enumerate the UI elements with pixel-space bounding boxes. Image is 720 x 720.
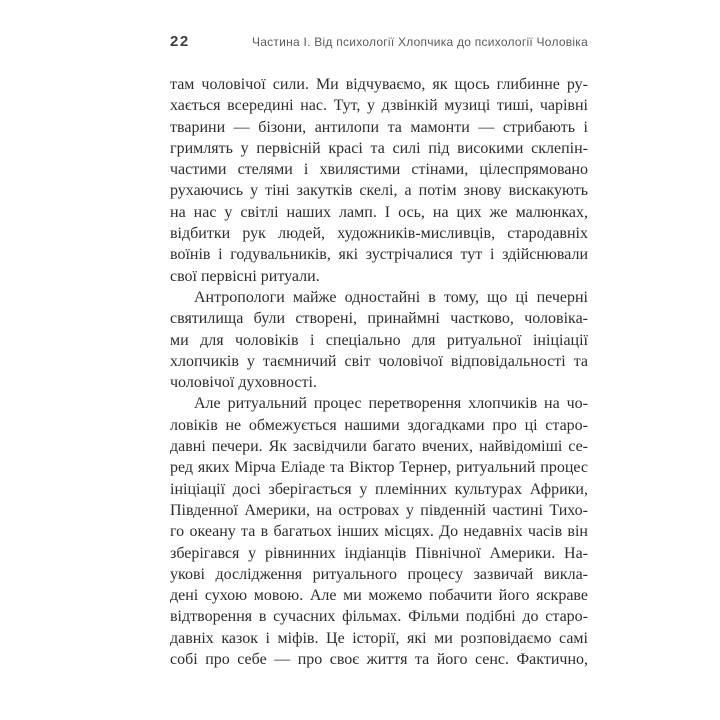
text-line: святилища були створені, принаймні частково, чоловіка- bbox=[170, 310, 588, 328]
text-line: хається всередині нас. Тут, у дзвінкій музиці тиші, чарівні bbox=[170, 97, 588, 115]
page-body bbox=[170, 74, 588, 670]
text-line: воїнів і годувальників, які зустрічалися тут і здійснювали bbox=[170, 246, 588, 264]
text-line: свої первісні ритуали. bbox=[170, 267, 320, 285]
text-line: відтворення в сучасних фільмах. Фільми подібні до старо- bbox=[170, 608, 588, 626]
text-line: частими стелями і хвилястими стінами, цілеспрямовано bbox=[170, 161, 588, 179]
text-line: зберігався у рівнинних індіанців Північної Америки. На- bbox=[170, 544, 588, 562]
text-line: укові дослідження ритуального процесу зазвичай викла- bbox=[170, 565, 588, 583]
text-line: гримлять у первісній красі та силі під високими склепін- bbox=[170, 139, 588, 157]
text-line: рухаючись у тіні закутків скелі, а потім знову вискакують bbox=[170, 182, 588, 200]
text-line: відбитки рук людей, художників-мисливців, стародавніх bbox=[170, 225, 588, 243]
text-line: ініціації досі зберігається у племінних культурах Африки, bbox=[170, 480, 588, 498]
text-line: ред яких Мірча Еліаде та Віктор Тернер, ритуальний процес bbox=[170, 459, 588, 477]
chapter-title: Частина І. Від психології Хлопчика до психології Чоловіка bbox=[251, 35, 588, 49]
text-line: ми для чоловіків і спеціально для ритуальної ініціації bbox=[170, 331, 588, 349]
text-line: Але ритуальний процес перетворення хлопчиків на чо- bbox=[194, 395, 588, 413]
text-line: на нас у світлі наших ламп. І ось, на цих же малюнках, bbox=[170, 203, 588, 221]
page-number: 22 bbox=[170, 33, 190, 50]
text-line: Антропологи майже одностайні в тому, що ці печерні bbox=[194, 288, 588, 306]
text-line: тварини — бізони, антилопи та мамонти — стрибають і bbox=[170, 118, 588, 136]
text-line: хлопчиків у таємничий світ чоловічої відповідальності та bbox=[170, 352, 588, 370]
text-line: давніх казок і міфів. Це історії, які ми розповідаємо самі bbox=[170, 629, 588, 647]
text-line: давні печери. Як засвідчили багато вчених, найвідоміші се- bbox=[170, 438, 588, 456]
paragraph bbox=[170, 393, 588, 670]
text-line: собі про себе — про своє життя та його сенс. Фактично, bbox=[170, 651, 588, 669]
text-line: дені сухою мовою. Але ми можемо побачити його яскраве bbox=[170, 587, 588, 605]
text-line: го океану та в багатьох інших місцях. До недавніх часів він bbox=[170, 523, 588, 541]
page-header bbox=[170, 33, 588, 50]
text-line: чоловічої духовності. bbox=[170, 374, 317, 392]
paragraph bbox=[170, 74, 588, 287]
text-line: ловіків не обмежується нашими здогадками про ці старо- bbox=[170, 416, 588, 434]
paragraph bbox=[170, 287, 588, 393]
text-line: там чоловічої сили. Ми відчуваємо, як щось глибинне ру- bbox=[170, 76, 588, 93]
text-line: Південної Америки, на островах у південній частині Тихо- bbox=[170, 501, 588, 519]
